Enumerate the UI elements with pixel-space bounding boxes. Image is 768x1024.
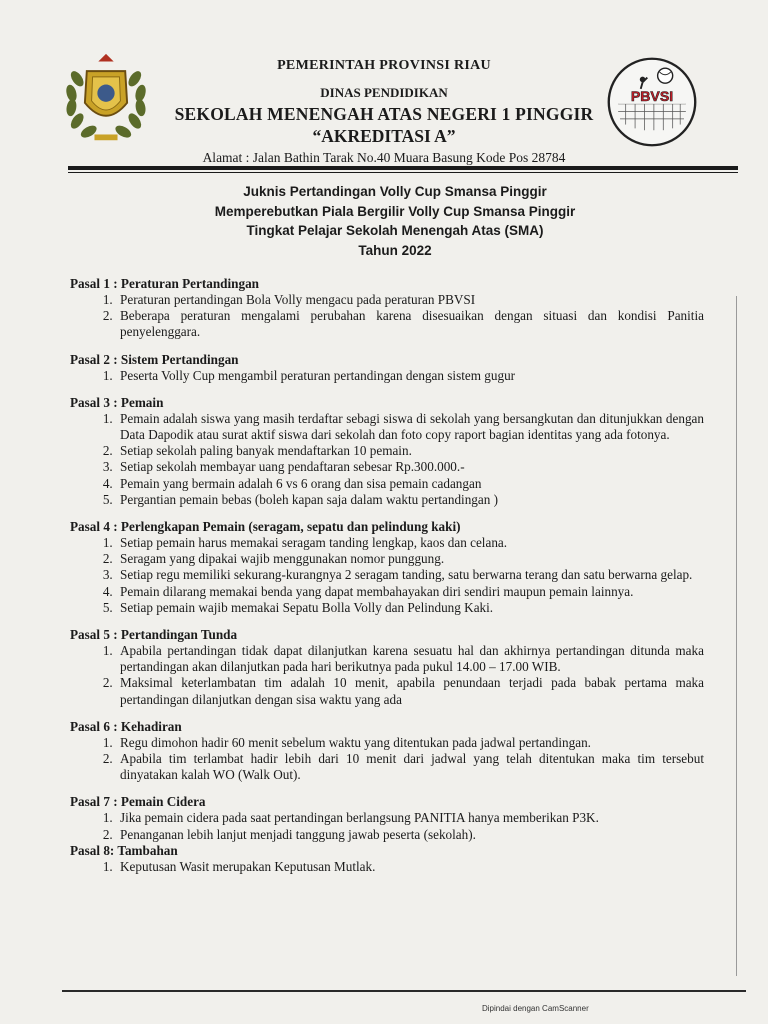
list-item: 2. Setiap sekolah paling banyak mendaftarkan 10 pemain. bbox=[116, 443, 704, 459]
list-item: 5. Pergantian pemain bebas (boleh kapan saja dalam waktu pertandingan ) bbox=[116, 492, 704, 508]
list-item: 2. Apabila tim terlambat hadir lebih dari 10 menit dari jadwal yang telah ditentukan maka tim tersebut dinyatakan kalah WO (Walk Out). bbox=[116, 751, 704, 783]
title-line-4: Tahun 2022 bbox=[358, 242, 432, 258]
pasal-7 bbox=[70, 794, 704, 842]
pasal-8 bbox=[70, 843, 704, 875]
document-title-block bbox=[120, 182, 670, 260]
pasal-title: Pasal 2 : Sistem Pertandingan bbox=[70, 351, 239, 367]
list-item: 1. Peraturan pertandingan Bola Volly mengacu pada peraturan PBVSI bbox=[116, 292, 704, 308]
letterhead bbox=[150, 58, 618, 166]
scan-edge-line bbox=[736, 296, 737, 976]
list-item: 1. Jika pemain cidera pada saat pertandingan berlangsung PANITIA hanya memberikan P3K. bbox=[116, 810, 704, 826]
riau-emblem-icon bbox=[58, 50, 154, 146]
list-item: 2. Beberapa peraturan mengalami perubahan karena disesuaikan dengan situasi dan kondisi Panitia penyelenggara. bbox=[116, 308, 704, 340]
title-line-2: Memperebutkan Piala Bergilir Volly Cup Smansa Pinggir bbox=[214, 203, 576, 219]
list-item: 5. Setiap pemain wajib memakai Sepatu Bolla Volly dan Pelindung Kaki. bbox=[116, 600, 704, 616]
letterhead-rule-thick bbox=[68, 166, 738, 170]
letterhead-department: DINAS PENDIDIKAN bbox=[320, 85, 448, 100]
pasal-6 bbox=[70, 719, 704, 784]
letterhead-rule-thin bbox=[68, 172, 738, 173]
document-body bbox=[70, 276, 704, 875]
footer-rule bbox=[62, 990, 746, 992]
letterhead-school-name: SEKOLAH MENENGAH ATAS NEGERI 1 PINGGIR bbox=[174, 104, 594, 124]
pasal-title: Pasal 3 : Pemain bbox=[70, 394, 164, 410]
list-item: 4. Pemain yang bermain adalah 6 vs 6 orang dan sisa pemain cadangan bbox=[116, 476, 704, 492]
list-item: 4. Pemain dilarang memakai benda yang dapat membahayakan diri sendiri maupun pemain lainnya. bbox=[116, 584, 704, 600]
pasal-title: Pasal 8: Tambahan bbox=[70, 842, 178, 858]
title-line-1: Juknis Pertandingan Volly Cup Smansa Pinggir bbox=[243, 184, 547, 199]
list-item: 1. Apabila pertandingan tidak dapat dilanjutkan karena sesuatu hal dan akhirnya pertandingan ditunda maka pertandingan akan dilanjutkan pada hari berikutnya pada pukul 14.00 – 17.00 WIB. bbox=[116, 643, 704, 675]
list-item: 1. Peserta Volly Cup mengambil peraturan pertandingan dengan sistem gugur bbox=[116, 368, 704, 384]
pasal-title: Pasal 7 : Pemain Cidera bbox=[70, 794, 206, 810]
title-line-3: Tingkat Pelajar Sekolah Menengah Atas (SMA) bbox=[246, 223, 544, 238]
list-item: 1. Regu dimohon hadir 60 menit sebelum waktu yang ditentukan pada jadwal pertandingan. bbox=[116, 735, 704, 751]
list-item: 2. Seragam yang dipakai wajib menggunakan nomor punggung. bbox=[116, 551, 704, 567]
letterhead-government: PEMERINTAH PROVINSI RIAU bbox=[277, 58, 491, 73]
letterhead-address: Alamat : Jalan Bathin Tarak No.40 Muara Basung Kode Pos 28784 bbox=[202, 150, 566, 165]
pasal-5 bbox=[70, 627, 704, 708]
pasal-title: Pasal 1 : Peraturan Pertandingan bbox=[70, 276, 260, 291]
pasal-4 bbox=[70, 519, 704, 616]
svg-text:PBVSI: PBVSI bbox=[630, 88, 674, 105]
list-item: 1. Pemain adalah siswa yang masih terdaftar sebagi siswa di sekolah yang bersangkutan dan ditunjukkan dengan Data Dapodik atau surat aktif siswa dari sekolah dan foto copy raport bagian identitas yang ada fotonya. bbox=[116, 411, 704, 443]
list-item: 1. Setiap pemain harus memakai seragam tanding lengkap, kaos dan celana. bbox=[116, 535, 704, 551]
list-item: 2. Maksimal keterlambatan tim adalah 10 menit, apabila penundaan terjadi pada babak pertama maka pertandingan dilanjutkan dengan sisa waktu yang ada bbox=[116, 675, 704, 707]
pasal-3 bbox=[70, 395, 704, 508]
pasal-title: Pasal 4 : Perlengkapan Pemain (seragam, sepatu dan pelindung kaki) bbox=[70, 519, 461, 535]
list-item: 1. Keputusan Wasit merupakan Keputusan Mutlak. bbox=[116, 859, 704, 875]
pbvsi-logo-icon bbox=[605, 55, 699, 149]
list-item: 3. Setiap sekolah membayar uang pendaftaran sebesar Rp.300.000.- bbox=[116, 459, 704, 475]
list-item: 3. Setiap regu memiliki sekurang-kurangnya 2 seragam tanding, satu berwarna terang dan satu berwarna gelap. bbox=[116, 567, 704, 583]
letterhead-accreditation: “AKREDITASI A” bbox=[312, 126, 456, 146]
pasal-2 bbox=[70, 352, 704, 384]
pasal-1 bbox=[70, 276, 704, 341]
pasal-title: Pasal 5 : Pertandingan Tunda bbox=[70, 627, 238, 643]
scanner-footnote: Dipindai dengan CamScanner bbox=[482, 1004, 589, 1013]
list-item: 2. Penanganan lebih lanjut menjadi tanggung jawab peserta (sekolah). bbox=[116, 827, 704, 843]
pasal-title: Pasal 6 : Kehadiran bbox=[70, 718, 182, 734]
